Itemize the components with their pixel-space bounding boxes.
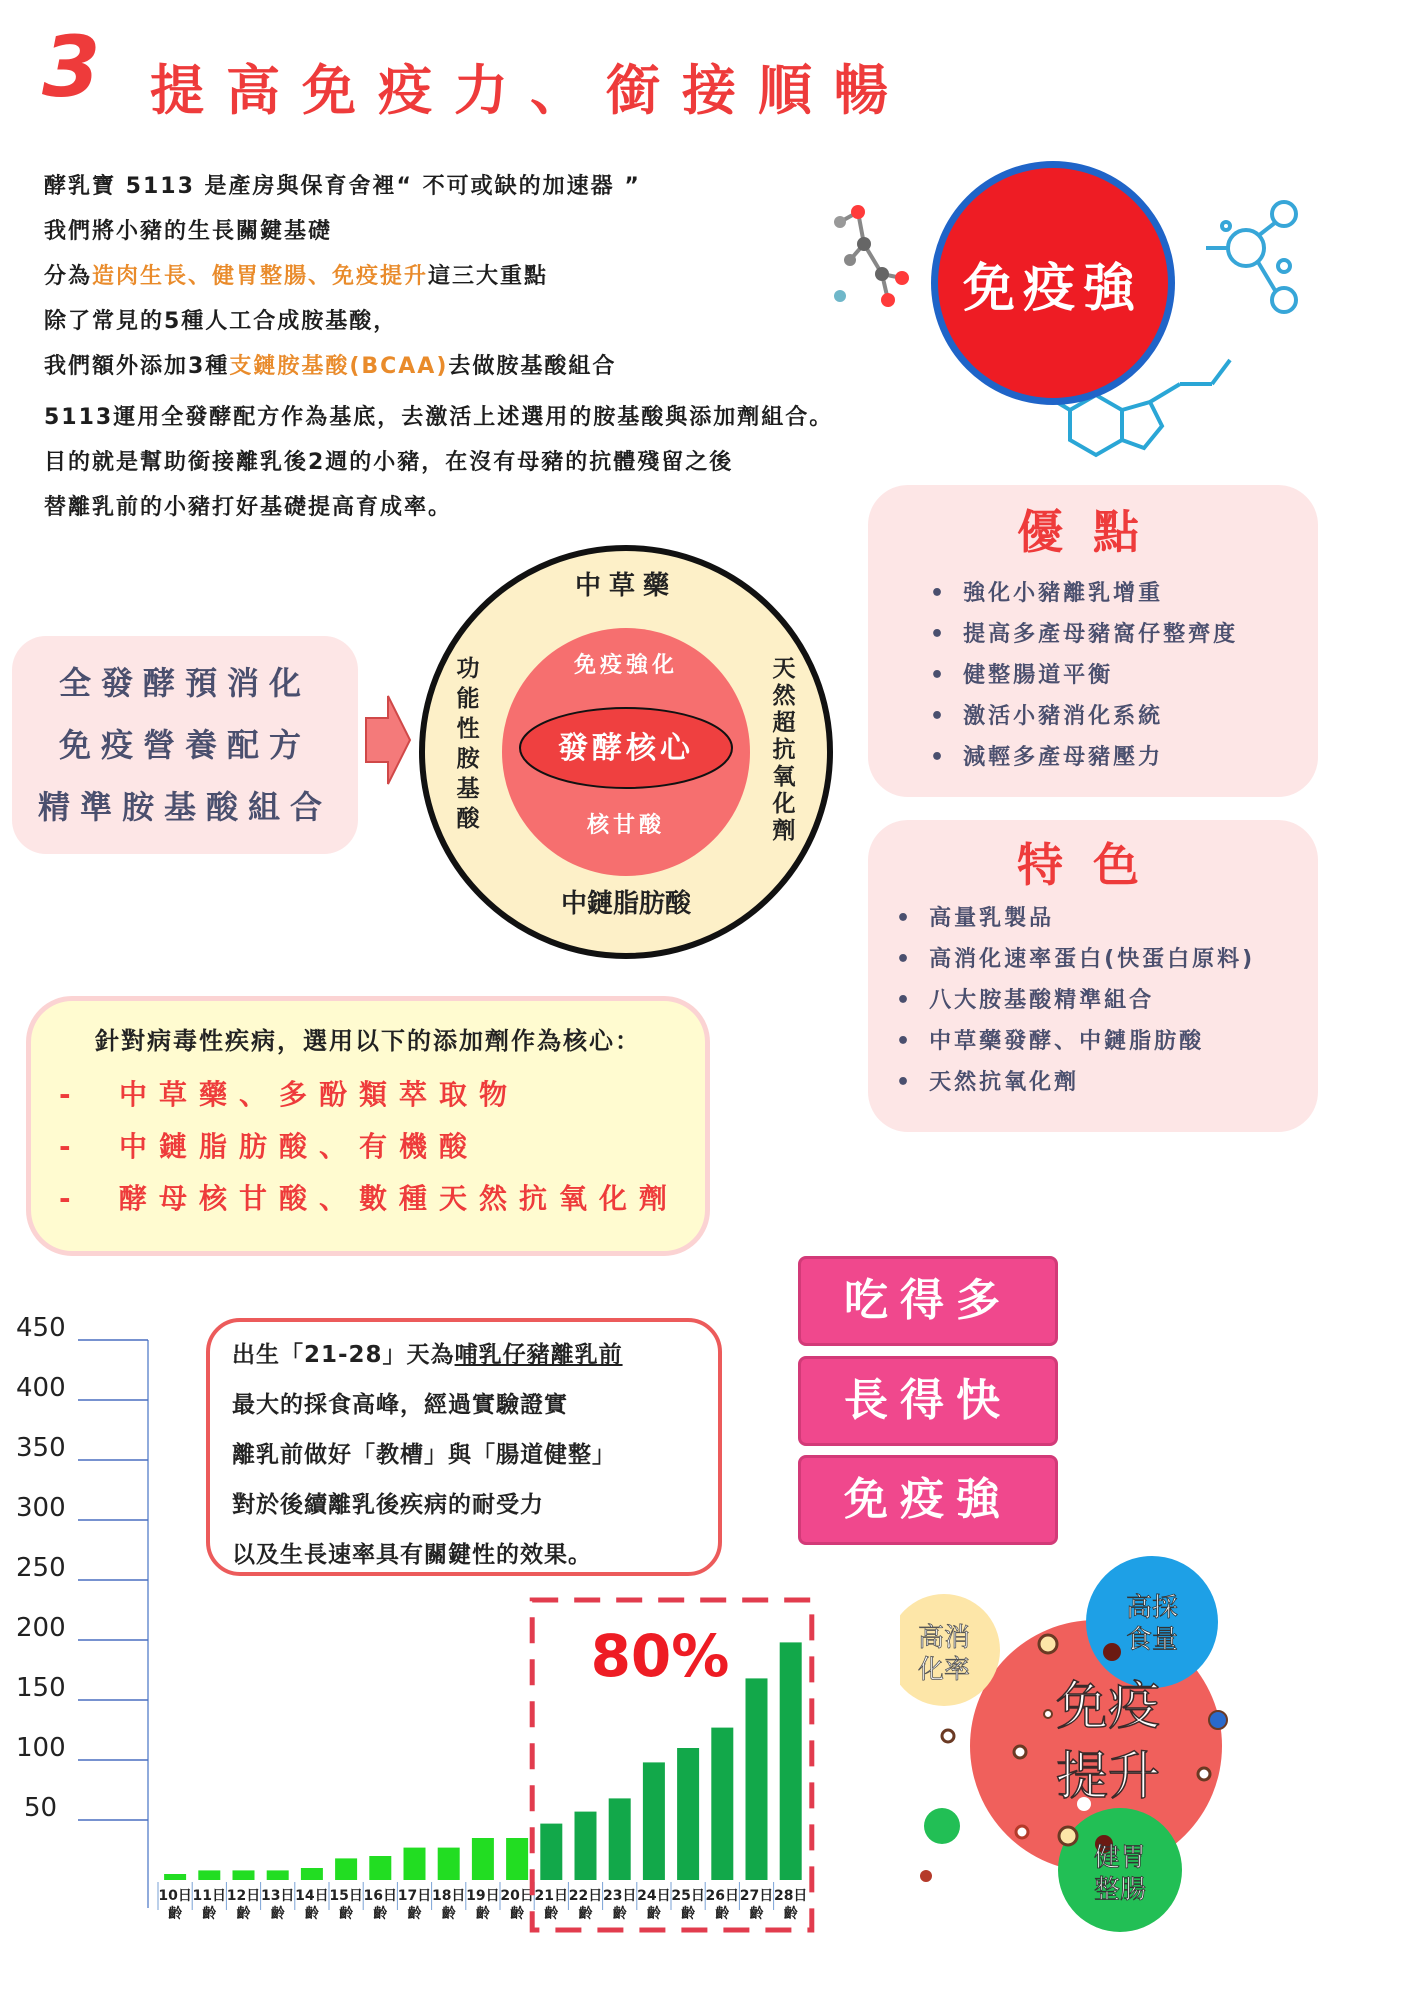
bar	[643, 1762, 665, 1880]
list-item: • 激活小豬消化系統	[930, 696, 1318, 737]
list-item: • 高量乳製品	[896, 898, 1318, 939]
vertical-char: 功	[456, 656, 480, 682]
x-tick-label-suffix: 齡	[270, 1906, 285, 1922]
note-line: 出生「21-28」天為哺乳仔豬離乳前	[232, 1342, 623, 1368]
note-box	[206, 1318, 722, 1576]
core-top-label: 中草藥	[574, 571, 678, 601]
x-tick-label: 26日	[705, 1888, 740, 1904]
x-tick-label-suffix: 齡	[783, 1906, 798, 1922]
list-item: • 減輕多產母豬壓力	[930, 737, 1318, 778]
features-title: 特色	[1017, 838, 1169, 892]
bubble-left-1: 高消	[917, 1623, 971, 1653]
x-tick-label-suffix: 齡	[475, 1906, 490, 1922]
formula-box	[12, 636, 358, 854]
virus-core-box	[26, 996, 710, 1256]
bar	[335, 1858, 357, 1880]
y-tick-label: 200	[16, 1613, 66, 1643]
bubble-main-2: 提升	[1055, 1747, 1161, 1807]
x-tick-label: 21日	[534, 1888, 569, 1904]
y-tick-label: 250	[16, 1553, 66, 1583]
list-item: • 中草藥發酵、中鏈脂肪酸	[896, 1021, 1318, 1062]
intro-text	[44, 164, 924, 530]
features-list	[896, 898, 1318, 1103]
bar	[506, 1838, 528, 1880]
list-item: - 酵母核甘酸、數種天然抗氧化劑	[59, 1182, 680, 1215]
core-inner-top-label: 免疫強化	[573, 653, 679, 678]
bubble-main-1: 免疫	[1055, 1677, 1161, 1737]
formula-line: 精準胺基酸組合	[37, 788, 332, 826]
x-tick-label: 14日	[295, 1888, 329, 1904]
bar	[711, 1728, 733, 1880]
list-item: • 八大胺基酸精準組合	[896, 980, 1318, 1021]
x-tick-label: 28日	[773, 1888, 808, 1904]
bar	[780, 1642, 802, 1880]
x-tick-label: 16日	[363, 1888, 398, 1904]
intro-line: 我們額外添加3種支鏈胺基酸(BCAA)去做胺基酸組合	[44, 354, 617, 379]
x-tick-label-suffix: 齡	[236, 1906, 251, 1922]
virus-list	[31, 1069, 705, 1225]
x-tick-label: 11日	[192, 1888, 227, 1904]
bubble-left-2: 化率	[917, 1655, 971, 1685]
list-item: • 高消化速率蛋白(快蛋白原料)	[896, 939, 1318, 980]
virus-heading: 針對病毒性疾病，選用以下的添加劑作為核心：	[95, 1027, 641, 1055]
note-line: 對於後續離乳後疾病的耐受力	[232, 1492, 544, 1518]
bar	[198, 1870, 220, 1880]
y-tick-label: 350	[16, 1433, 66, 1463]
bubble-bottom-2: 整腸	[1093, 1875, 1147, 1905]
vertical-char: 抗	[772, 737, 796, 763]
note-line: 以及生長速率具有關鍵性的效果。	[232, 1542, 592, 1568]
tag-immunity: 免疫強	[798, 1455, 1058, 1545]
vertical-char: 然	[772, 683, 796, 709]
x-tick-label-suffix: 齡	[304, 1906, 319, 1922]
bar	[575, 1812, 597, 1880]
x-tick-label-suffix: 齡	[544, 1906, 559, 1922]
advantages-box	[868, 485, 1318, 797]
core-right-label	[772, 656, 797, 844]
x-tick-label: 18日	[431, 1888, 466, 1904]
bar	[472, 1838, 494, 1880]
list-item: - 中草藥、多酚類萃取物	[59, 1078, 520, 1111]
x-tick-label: 24日	[637, 1888, 671, 1904]
x-tick-label: 12日	[226, 1888, 261, 1904]
bar	[404, 1848, 426, 1880]
bubble-bottom-1: 健胃	[1093, 1843, 1147, 1873]
x-tick-label: 10日	[158, 1888, 192, 1904]
bar	[438, 1848, 460, 1880]
x-tick-label-suffix: 齡	[407, 1906, 422, 1922]
intro-line: 目的就是幫助銜接離乳後2週的小豬，在沒有母豬的抗體殘留之後	[44, 450, 734, 475]
vertical-char: 酸	[456, 806, 480, 832]
formula-line: 免疫營養配方	[58, 726, 311, 764]
intro-line: 我們將小豬的生長關鍵基礎	[44, 219, 333, 244]
formula-line: 全發酵預消化	[58, 664, 311, 702]
intro-line: 替離乳前的小豬打好基礎提高育成率。	[44, 495, 453, 520]
x-tick-label-suffix: 齡	[612, 1906, 627, 1922]
note-line: 離乳前做好「教槽」與「腸道健整」	[232, 1442, 616, 1468]
x-tick-label: 17日	[397, 1888, 432, 1904]
intro-line: 除了常見的5種人工合成胺基酸，	[44, 309, 398, 334]
molecule-icon	[810, 196, 920, 316]
y-tick-label: 300	[16, 1493, 66, 1523]
highlight-percent: 80%	[590, 1622, 730, 1690]
bar	[540, 1824, 562, 1880]
x-tick-label: 13日	[260, 1888, 295, 1904]
vertical-char: 氧	[772, 764, 796, 790]
x-tick-label: 19日	[466, 1888, 500, 1904]
vertical-char: 超	[772, 710, 796, 736]
note-line: 最大的採食高峰，經過實驗證實	[232, 1392, 568, 1418]
vertical-char: 基	[456, 776, 480, 802]
intro-line: 分為造肉生長、健胃整腸、免疫提升這三大重點	[44, 264, 549, 289]
x-tick-label-suffix: 齡	[510, 1906, 525, 1922]
bar	[369, 1856, 391, 1880]
list-item: • 提高多產母豬窩仔整齊度	[930, 614, 1318, 655]
advantages-list	[930, 573, 1318, 778]
core-diagram	[416, 542, 836, 962]
x-tick-label-suffix: 齡	[168, 1906, 183, 1922]
core-center-label: 發酵核心	[558, 731, 694, 766]
bubble-top-2: 食量	[1125, 1625, 1179, 1655]
x-tick-label-suffix: 齡	[749, 1906, 764, 1922]
y-tick-label: 100	[16, 1733, 66, 1763]
bar	[677, 1748, 699, 1880]
section-number: 3	[42, 18, 101, 116]
x-tick-label-suffix: 齡	[578, 1906, 593, 1922]
bar	[164, 1874, 186, 1880]
x-tick-label-suffix: 齡	[339, 1906, 354, 1922]
core-bottom-label: 中鏈脂肪酸	[560, 889, 692, 919]
page-title: 提高免疫力、銜接順暢	[150, 59, 910, 122]
x-tick-label: 25日	[671, 1888, 705, 1904]
vertical-char: 劑	[772, 818, 796, 844]
features-box	[868, 820, 1318, 1132]
bubble-top-1: 高採	[1125, 1593, 1179, 1623]
bar	[609, 1798, 631, 1880]
arrow-right-icon	[362, 690, 412, 790]
x-tick-label-suffix: 齡	[681, 1906, 696, 1922]
vertical-char: 化	[772, 791, 796, 817]
x-tick-label: 22日	[568, 1888, 603, 1904]
list-item: • 天然抗氧化劑	[896, 1062, 1318, 1103]
x-tick-label: 20日	[500, 1888, 534, 1904]
x-tick-label: 27日	[739, 1888, 774, 1904]
immunity-badge: 免疫強	[938, 168, 1168, 398]
x-tick-label-suffix: 齡	[373, 1906, 388, 1922]
y-tick-label: 450	[16, 1313, 66, 1343]
x-tick-label-suffix: 齡	[441, 1906, 456, 1922]
x-tick-label: 15日	[329, 1888, 363, 1904]
y-tick-label: 150	[16, 1673, 66, 1703]
x-tick-label-suffix: 齡	[646, 1906, 661, 1922]
list-item: • 強化小豬離乳增重	[930, 573, 1318, 614]
network-icon	[1200, 196, 1310, 326]
vertical-char: 天	[772, 656, 796, 682]
tag-grow-fast: 長得快	[798, 1356, 1058, 1446]
vertical-char: 能	[456, 686, 480, 712]
x-tick-label-suffix: 齡	[715, 1906, 730, 1922]
bar	[233, 1870, 255, 1880]
y-tick-label: 50	[24, 1793, 58, 1823]
vertical-char: 性	[456, 716, 480, 742]
bar	[301, 1868, 323, 1880]
intro-line: 5113運用全發酵配方作為基底，去激活上述選用的胺基酸與添加劑組合。	[44, 405, 834, 430]
y-tick-label: 400	[16, 1373, 66, 1403]
vertical-char: 胺	[456, 746, 480, 772]
bar	[267, 1870, 289, 1880]
advantages-title: 優點	[1017, 505, 1169, 559]
intro-line: 酵乳寶 5113 是產房與保育舍裡“ 不可或缺的加速器 ”	[44, 174, 641, 199]
tag-eat-more: 吃得多	[798, 1256, 1058, 1346]
bar	[746, 1678, 768, 1880]
x-tick-label-suffix: 齡	[202, 1906, 217, 1922]
immunity-bubbles	[900, 1540, 1320, 1940]
core-inner-bottom-label: 核甘酸	[586, 813, 666, 838]
list-item: • 健整腸道平衡	[930, 655, 1318, 696]
x-tick-label: 23日	[602, 1888, 637, 1904]
list-item: - 中鏈脂肪酸、有機酸	[59, 1130, 480, 1163]
